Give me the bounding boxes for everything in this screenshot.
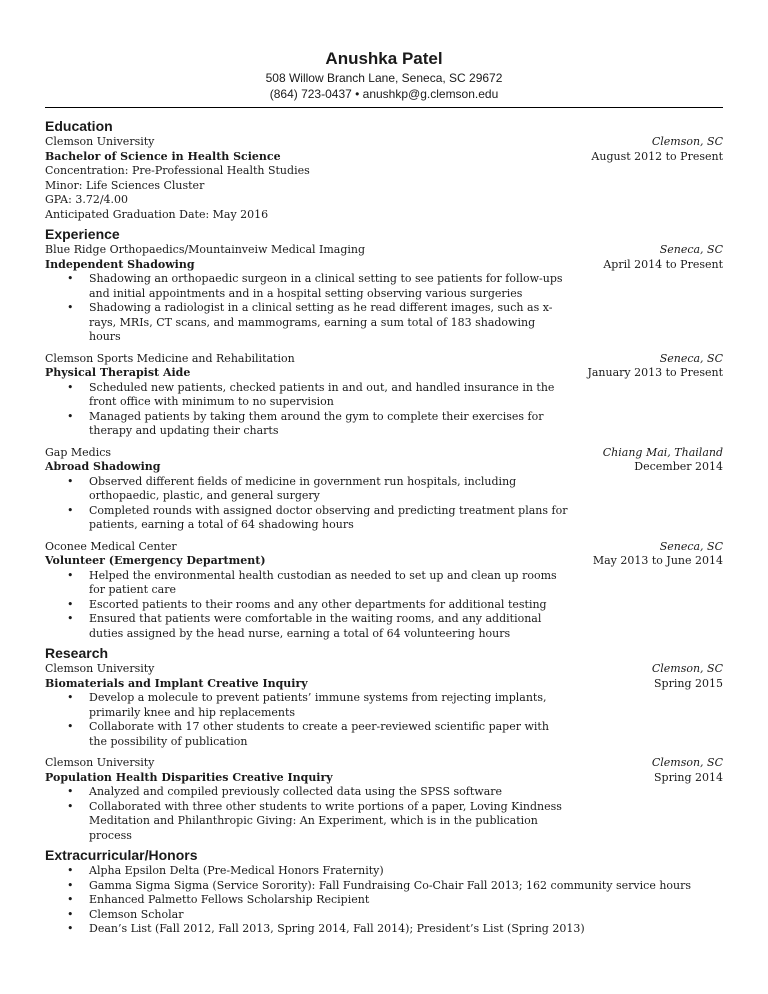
entry-dates: May 2013 to June 2014 (592, 554, 723, 567)
honors-list (45, 864, 723, 937)
education-section (45, 118, 723, 222)
bullet-item: • Completed rounds with assigned doctor observing and predicting treatment plans for patients, earning a total of 64 shadowing hours (45, 504, 569, 533)
education-detail: Concentration: Pre-Professional Health Studies (45, 164, 310, 177)
entry-location: Seneca, SC (659, 539, 723, 553)
entry-org-row (45, 662, 723, 677)
honor-item: • Enhanced Palmetto Fellows Scholarship Recipient (45, 893, 729, 908)
education-row-1 (45, 135, 723, 150)
entry-role-row (45, 677, 723, 692)
entry-bullets (45, 475, 723, 533)
candidate-name: Anushka Patel (325, 49, 443, 68)
entry-dates: December 2014 (634, 460, 723, 473)
bullet-item: • Observed different fields of medicine in government run hospitals, including orthopaedic, plastic, and general surgery (45, 475, 569, 504)
bullet-item: • Ensured that patients were comfortable in the waiting rooms, and any additional duties assigned by the head nurse, earning a total of 64 volunteering hours (45, 612, 569, 641)
entry-role: Independent Shadowing (45, 257, 195, 271)
experience-entry (45, 540, 723, 642)
entry-bullets (45, 381, 723, 439)
experience-entry (45, 352, 723, 439)
extracurricular-section (45, 847, 723, 937)
entry-org-row (45, 540, 723, 555)
entry-role: Population Health Disparities Creative Inquiry (45, 770, 333, 784)
header-divider (45, 107, 723, 108)
entry-location: Clemson, SC (651, 756, 723, 769)
research-heading: Research (45, 645, 109, 661)
contact-line: (864) 723-0437 • anushkp@g.clemson.edu (269, 87, 499, 101)
entry-role: Physical Therapist Aide (45, 366, 191, 379)
entry-org-row (45, 352, 723, 367)
entry-dates: April 2014 to Present (603, 257, 723, 271)
entry-location: Clemson, SC (651, 662, 723, 675)
bullet-item: • Shadowing an orthopaedic surgeon in a clinical setting to see patients for follow-ups and initial appointments and in a hospital setting observing various surgeries (45, 272, 569, 301)
education-heading: Education (45, 118, 113, 134)
entry-role: Volunteer (Emergency Department) (45, 554, 266, 567)
entry-org-row (45, 756, 723, 771)
bullet-item: • Collaborated with three other students to write portions of a paper, Loving Kindness Meditation and Philanthropic Giving: An Experiment, which is in the publication process (45, 800, 569, 844)
entry-org: Blue Ridge Orthopaedics/Mountainveiw Medical Imaging (45, 243, 366, 256)
entry-bullets (45, 785, 723, 843)
research-entry (45, 756, 723, 843)
entry-role: Biomaterials and Implant Creative Inquiry (45, 676, 308, 690)
extracurricular-heading: Extracurricular/Honors (45, 847, 198, 863)
bullet-item: • Analyzed and compiled previously collected data using the SPSS software (45, 785, 569, 800)
experience-entry (45, 243, 723, 345)
honor-item: • Gamma Sigma Sigma (Service Sorority): Fall Fundraising Co-Chair Fall 2013; 162 community service hours (45, 879, 729, 894)
education-school: Clemson University (45, 135, 155, 148)
education-degree: Bachelor of Science in Health Science (45, 149, 281, 163)
address: 508 Willow Branch Lane, Seneca, SC 29672 (265, 71, 503, 85)
research-section (45, 645, 723, 843)
entry-org: Clemson University (45, 662, 155, 675)
research-entry (45, 662, 723, 749)
entry-dates: Spring 2014 (654, 770, 723, 784)
bullet-item: • Develop a molecule to prevent patients’ immune systems from rejecting implants, primarily knee and hip replacements (45, 691, 569, 720)
bullet-item: • Shadowing a radiologist in a clinical setting as he read different images, such as x-rays, MRIs, CT scans, and mammograms, earning a sum total of 183 shadowing hours (45, 301, 569, 345)
entry-location: Seneca, SC (659, 351, 723, 365)
education-row-2 (45, 150, 723, 165)
education-detail: Minor: Life Sciences Cluster (45, 178, 205, 192)
entry-dates: January 2013 to Present (587, 366, 723, 379)
entry-role-row (45, 554, 723, 569)
entry-org: Oconee Medical Center (45, 539, 177, 553)
entry-org: Clemson Sports Medicine and Rehabilitation (45, 351, 295, 365)
entry-role-row (45, 771, 723, 786)
entry-bullets (45, 272, 723, 345)
honor-item: • Clemson Scholar (45, 908, 729, 923)
experience-entry (45, 446, 723, 533)
entry-role-row (45, 258, 723, 273)
entry-bullets (45, 691, 723, 749)
education-detail: Anticipated Graduation Date: May 2016 (45, 207, 269, 221)
bullet-item: • Escorted patients to their rooms and any other departments for additional testing (45, 598, 569, 613)
honor-item: • Dean’s List (Fall 2012, Fall 2013, Spring 2014, Fall 2014); President’s List (Spring 2013) (45, 922, 729, 937)
bullet-item: • Collaborate with 17 other students to create a peer-reviewed scientific paper with the possibility of publication (45, 720, 569, 749)
entry-role-row (45, 460, 723, 475)
entry-role-row (45, 366, 723, 381)
bullet-item: • Managed patients by taking them around the gym to complete their exercises for therapy and updating their charts (45, 410, 569, 439)
entry-org: Gap Medics (45, 445, 112, 459)
honor-item: • Alpha Epsilon Delta (Pre-Medical Honors Fraternity) (45, 864, 729, 879)
entry-bullets (45, 569, 723, 642)
entry-org-row (45, 446, 723, 461)
bullet-item: • Scheduled new patients, checked patients in and out, and handled insurance in the front office with minimum to no supervision (45, 381, 569, 410)
bullet-item: • Helped the environmental health custodian as needed to set up and clean up rooms for patient care (45, 569, 569, 598)
entry-dates: Spring 2015 (654, 676, 723, 690)
entry-location: Chiang Mai, Thailand (602, 445, 723, 459)
experience-heading: Experience (45, 226, 120, 242)
experience-section (45, 226, 723, 641)
resume-header (45, 0, 723, 102)
entry-role: Abroad Shadowing (45, 460, 161, 473)
entry-org: Clemson University (45, 756, 155, 769)
education-detail: GPA: 3.72/4.00 (45, 193, 129, 206)
entry-org-row (45, 243, 723, 258)
entry-location: Seneca, SC (659, 243, 723, 256)
education-dates: August 2012 to Present (591, 149, 723, 163)
education-location: Clemson, SC (651, 135, 723, 148)
